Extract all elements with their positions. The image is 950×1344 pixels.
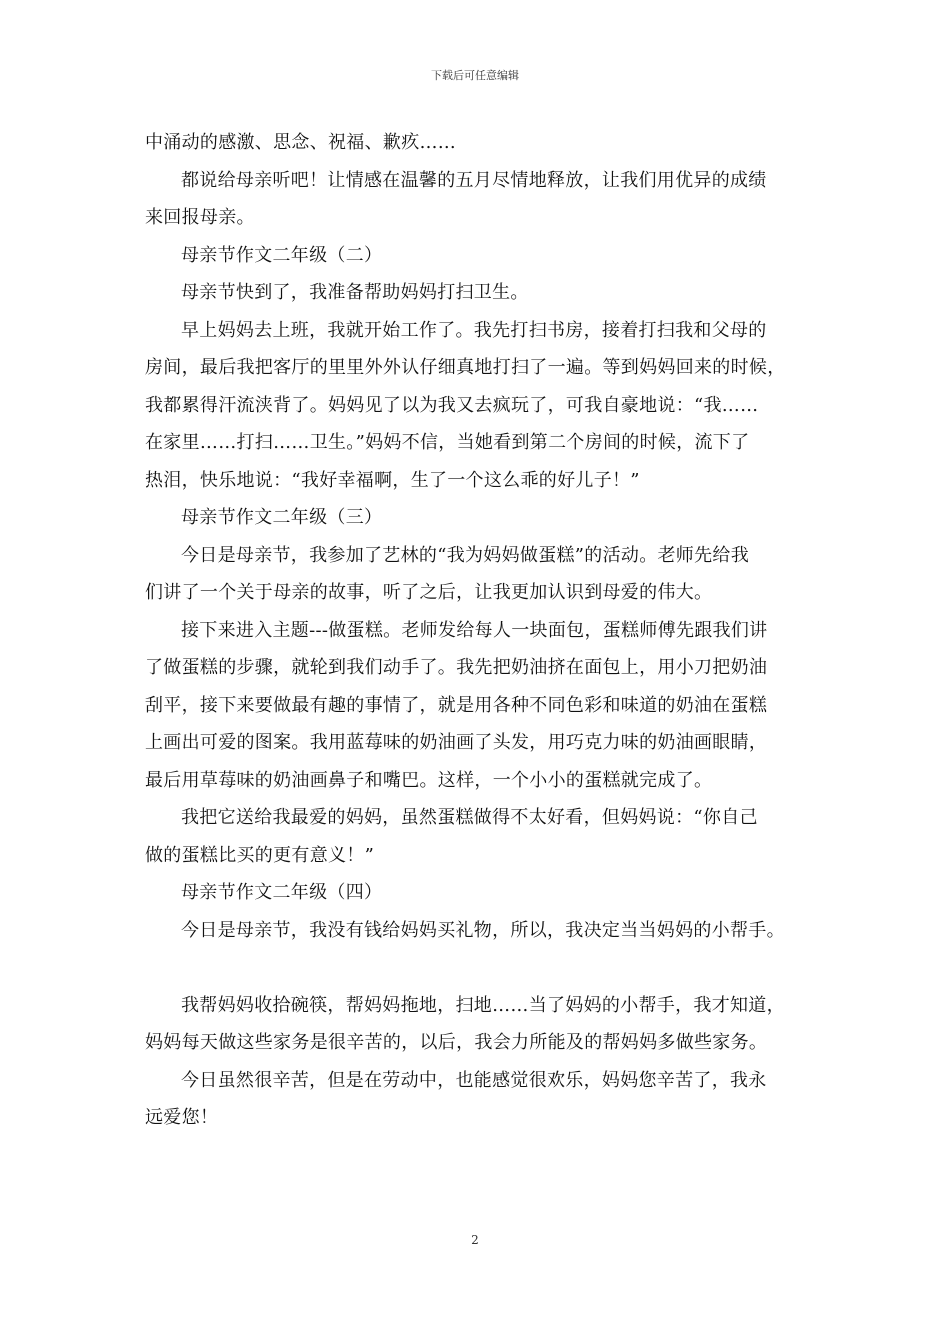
text-line: 今日虽然很辛苦，但是在劳动中，也能感觉很欢乐，妈妈您辛苦了，我永 (181, 1069, 767, 1091)
text-line: 我把它送给我最爱的妈妈，虽然蛋糕做得不太好看，但妈妈说：“你自己 (181, 807, 758, 828)
text-line: 远爱您！ (145, 1107, 219, 1128)
text-line: 母亲节作文二年级（三） (181, 507, 383, 528)
text-line: 母亲节作文二年级（四） (181, 882, 383, 903)
text-line: 今日是母亲节，我没有钱给妈妈买礼物，所以，我决定当当妈妈的小帮手。 (181, 919, 785, 941)
body-text (145, 124, 815, 1137)
text-line: 母亲节快到了，我准备帮助妈妈打扫卫生。 (181, 282, 529, 303)
text-line: 来回报母亲。 (145, 207, 255, 228)
text-line: 上画出可爱的图案。我用蓝莓味的奶油画了头发，用巧克力味的奶油画眼睛， (145, 732, 768, 753)
text-line: 早上妈妈去上班，我就开始工作了。我先打扫书房，接着打扫我和父母的 (181, 319, 767, 341)
page-header: 下载后可任意编辑 (431, 69, 519, 82)
text-line: 热泪，快乐地说：“我好幸福啊，生了一个这么乖的好儿子！” (145, 469, 640, 491)
text-line: 了做蛋糕的步骤，就轮到我们动手了。我先把奶油挤在面包上，用小刀把奶油 (145, 657, 768, 678)
text-line: 母亲节作文二年级（二） (181, 244, 383, 266)
page-number: 2 (471, 1233, 479, 1247)
text-line: 我帮妈妈收拾碗筷，帮妈妈拖地，扫地……当了妈妈的小帮手，我才知道， (181, 994, 785, 1016)
text-line: 中涌动的感激、思念、祝福、歉疚…… (145, 132, 457, 153)
text-line: 做的蛋糕比买的更有意义！” (145, 844, 375, 866)
text-line: 接下来进入主题---做蛋糕。老师发给每人一块面包，蛋糕师傅先跟我们讲 (181, 619, 768, 641)
text-line: 们讲了一个关于母亲的故事，听了之后，让我更加认识到母爱的伟大。 (145, 582, 713, 603)
blank-line (145, 949, 815, 987)
text-line: 房间，最后我把客厅的里里外外认仔细真地打扫了一遍。等到妈妈回来的时候， (145, 357, 786, 378)
text-line: 我都累得汗流浃背了。妈妈见了以为我又去疯玩了，可我自豪地说：“我…… (145, 394, 759, 416)
text-line: 今日是母亲节，我参加了艺林的“我为妈妈做蛋糕”的活动。老师先给我 (181, 544, 750, 566)
text-line: 刮平，接下来要做最有趣的事情了，就是用各种不同色彩和味道的奶油在蛋糕 (145, 694, 768, 716)
text-line: 都说给母亲听吧！让情感在温馨的五月尽情地释放，让我们用优异的成绩 (181, 169, 767, 191)
text-line: 妈妈每天做这些家务是很辛苦的，以后，我会力所能及的帮妈妈多做些家务。 (145, 1032, 768, 1053)
text-line: 在家里……打扫……卫生。”妈妈不信，当她看到第二个房间的时候，流下了 (145, 432, 750, 453)
text-line: 最后用草莓味的奶油画鼻子和嘴巴。这样，一个小小的蛋糕就完成了。 (145, 769, 713, 791)
